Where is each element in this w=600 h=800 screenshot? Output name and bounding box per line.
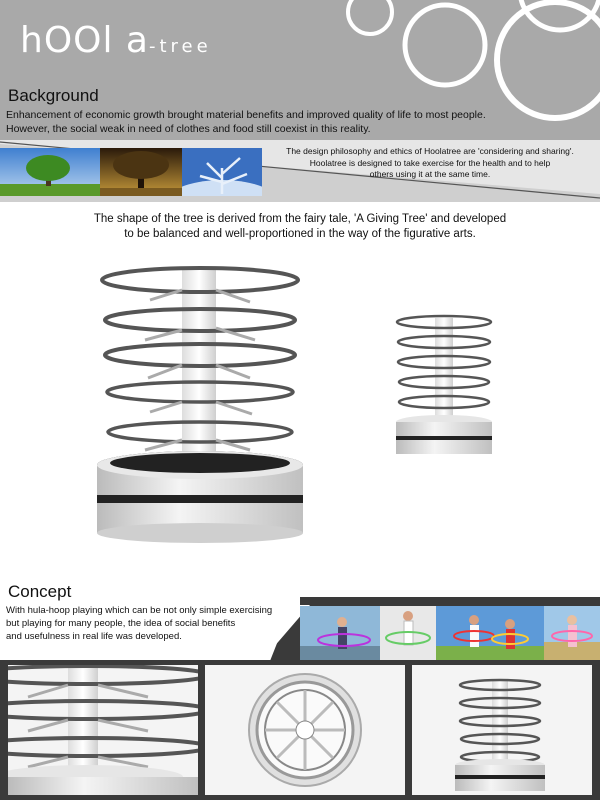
background-line: However, the social weak in need of clothes and food still coexist in this reality. bbox=[6, 123, 371, 135]
philosophy-text bbox=[262, 146, 598, 181]
hula-photo-3 bbox=[436, 606, 544, 661]
hula-photo-4 bbox=[544, 606, 600, 661]
closeup-panel bbox=[8, 665, 198, 795]
hoolatree-top-view bbox=[205, 665, 405, 795]
hoolatree-closeup bbox=[8, 665, 198, 795]
hula-photo-1 bbox=[300, 606, 380, 661]
background-text bbox=[6, 108, 596, 136]
background-heading: Background bbox=[8, 86, 99, 105]
philosophy-line: The design philosophy and ethics of Hoolatree are 'considering and sharing'. bbox=[286, 146, 574, 156]
philosophy-line: Hoolatree is designed to take exercise for the health and to help bbox=[309, 157, 551, 168]
hoolatree-side-view bbox=[412, 665, 592, 795]
hoolatree-render-small bbox=[395, 310, 495, 460]
concept-line: but playing for many people, the idea of social benefits bbox=[6, 618, 236, 629]
tree-photo-winter bbox=[182, 148, 262, 196]
concept-line: and usefulness in real life was developed. bbox=[6, 631, 182, 642]
topview-panel bbox=[205, 665, 405, 795]
shape-line: to be balanced and well-proportioned in the way of the figurative arts. bbox=[124, 228, 476, 240]
hoolatree-render-large bbox=[90, 260, 320, 545]
logo-sub: -tree bbox=[149, 36, 212, 57]
side-view-panel bbox=[412, 665, 592, 795]
background-line: Enhancement of economic growth brought material benefits and improved quality of life to most people. bbox=[6, 109, 486, 121]
philosophy-line: others using it at the same time. bbox=[369, 169, 491, 179]
concept-text bbox=[6, 604, 306, 643]
shape-description bbox=[40, 212, 560, 242]
tree-photo-green bbox=[0, 148, 100, 196]
tree-photo-autumn bbox=[100, 148, 182, 196]
circle-small bbox=[348, 0, 392, 34]
logo bbox=[20, 20, 212, 61]
hula-photo-2 bbox=[380, 606, 436, 661]
concept-line: With hula-hoop playing which can be not only simple exercising bbox=[6, 605, 273, 616]
logo-main: hOOl a bbox=[20, 20, 149, 61]
circle-medium bbox=[405, 5, 485, 85]
concept-heading: Concept bbox=[8, 582, 72, 601]
shape-line: The shape of the tree is derived from the fairy tale, 'A Giving Tree' and developed bbox=[93, 213, 507, 225]
